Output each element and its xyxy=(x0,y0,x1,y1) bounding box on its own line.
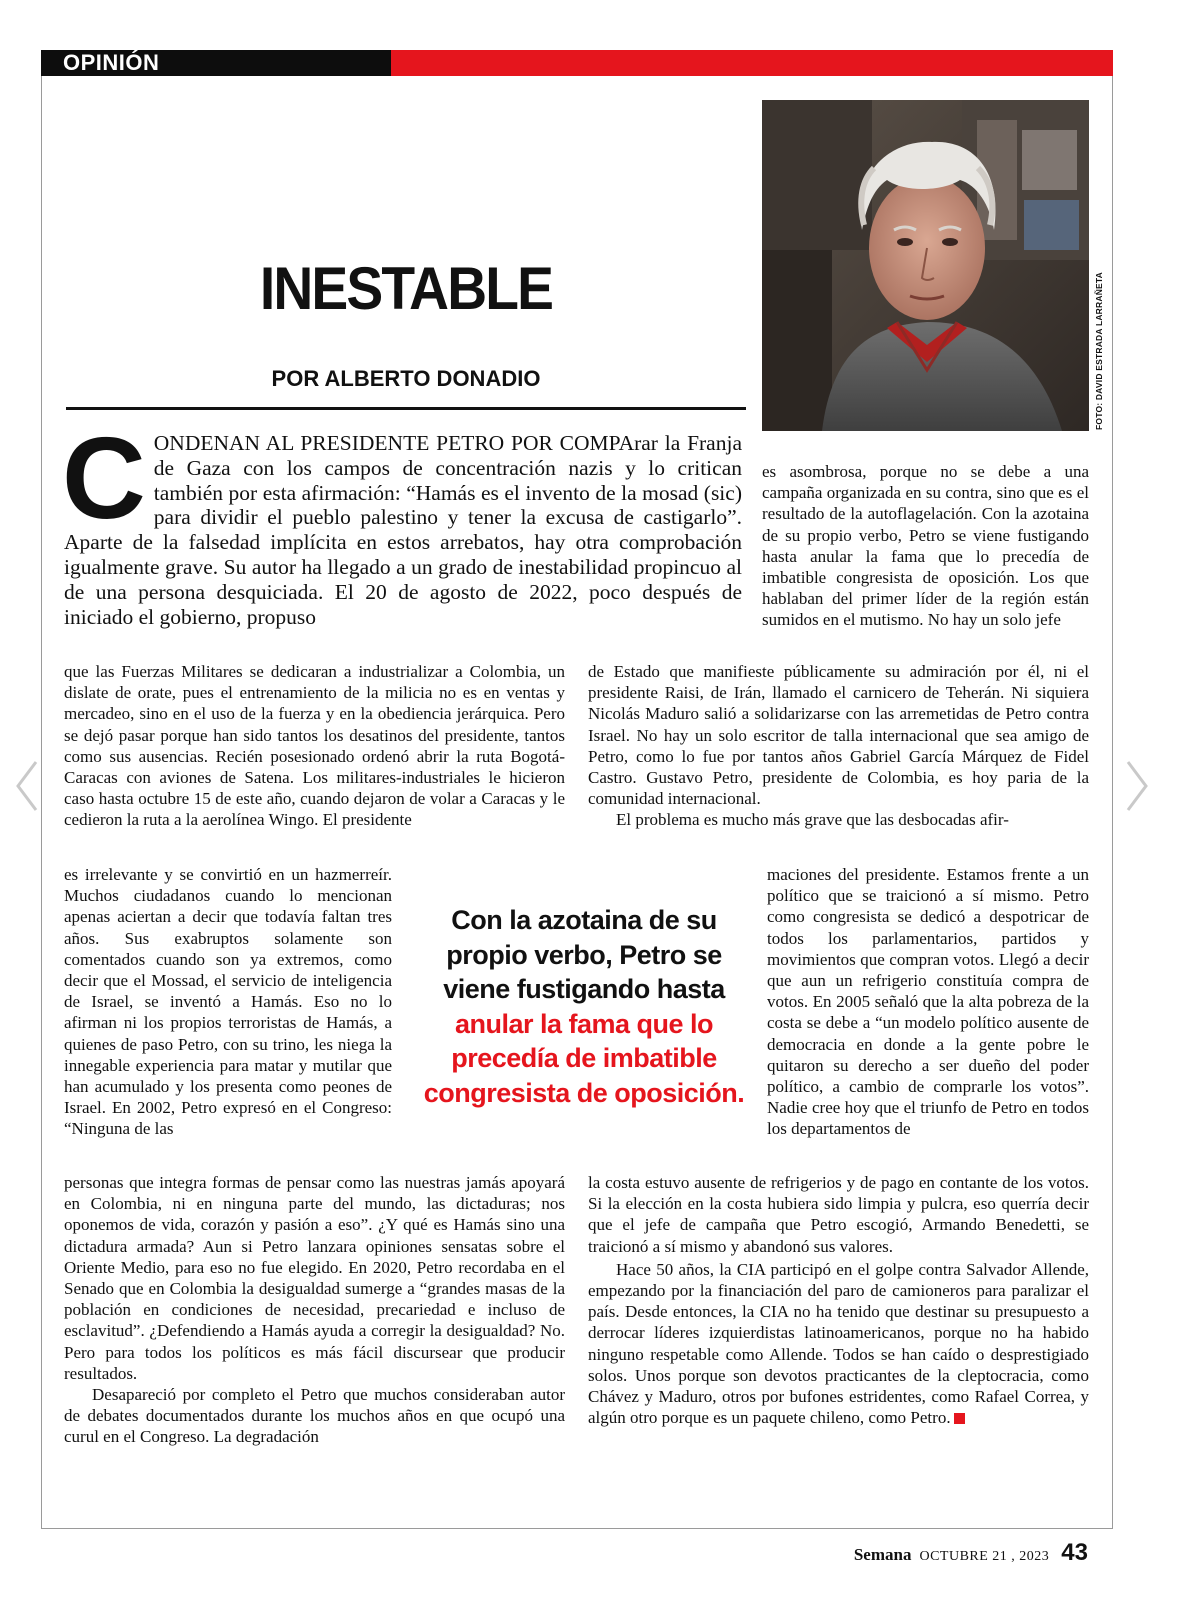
title-rule xyxy=(66,407,746,410)
end-mark-icon xyxy=(954,1413,965,1424)
column-2-mid xyxy=(588,661,1089,831)
paragraph: maciones del presidente. Estamos frente a un político que se traicionó a sí mismo. Petro como congresista se dedicó a despotricar de todos los parlamentarios, partidos y movimientos que compran votos. Llegó a decir que aun un refrigerio constituía compra de votos. En 2005 señaló que la alta pobreza de la costa se debe a “un modelo político ausente de democracia en donde a la gente pobre le quitaron su derecho a ser dueño del poder político, a cambio de comprarle los votos”. Nadie cree hoy que el triunfo de Petro en todos los departamentos de xyxy=(767,865,1089,1139)
paragraph: El problema es mucho más grave que las desbocadas afir- xyxy=(616,810,1009,830)
byline: POR ALBERTO DONADIO xyxy=(271,366,541,391)
page-number: 43 xyxy=(1061,1539,1088,1566)
column-2-narrow xyxy=(767,864,1089,1140)
paragraph: de Estado que manifieste públicamente su admiración por él, ni el presidente Raisi, de Irán, llamado el carnicero de Teherán. Ni siquiera Nicolás Maduro salió a solidarizarse con las arremetidas de Petro contra Israel. No hay un solo escritor de talla internacional que sea amigo de Petro, como lo fue por tantos años Gabriel García Márquez de Fidel Castro. Gustavo Petro, presidente de Colombia, es hoy paria de la comunidad internacional. xyxy=(588,662,1089,809)
column-1-bottom xyxy=(64,1172,565,1448)
pull-quote-red: anular la fama que lo precedía de imbatible congresista de oposición. xyxy=(423,1008,745,1108)
paragraph-text: Hace 50 años, la CIA participó en el golpe contra Salvador Allende, empezando por la financiación del paro de camioneros para paralizar el país. Desde entonces, la CIA no ha tenido que destinar su presupuesto a derrocar líderes izquierdistas latinoamericanos, porque no ha habido ninguno respetable como Allende. Todos se han caído o desprestigiado solos. Unos porque son devotos practicantes de la cleptocracia, como Chávez y Maduro, otros por bufones estridentes, como Rafael Correa, y algún otro porque es un paquete chileno, como Petro. xyxy=(588,1259,1089,1428)
column-1-narrow xyxy=(64,864,392,1140)
page-footer xyxy=(854,1539,1088,1567)
next-page-button[interactable] xyxy=(1124,760,1150,812)
paragraph xyxy=(588,1259,1089,1429)
prev-page-button[interactable] xyxy=(14,760,40,812)
chevron-right-icon xyxy=(1124,760,1150,812)
column-2-bottom xyxy=(588,1172,1089,1428)
paragraph: la costa estuvo ausente de refrigerios y de pago en contante de los votos. Si la elección en la costa hubiera sido limpia y pulcra, eso querría decir que el jefe de campaña que Petro escogió, Armando Benedetti, se traicionó a sí mismo y abandonó sus valores. xyxy=(588,1173,1089,1256)
pull-quote xyxy=(410,903,758,1110)
section-accent-bar xyxy=(391,50,1113,76)
dropcap: C xyxy=(62,413,146,543)
section-label: OPINIÓN xyxy=(41,50,391,76)
author-photo xyxy=(762,100,1089,431)
pull-quote-black: Con la azotaina de su propio verbo, Petro se viene fustigando hasta xyxy=(443,905,725,1004)
lead-text: ONDENAN AL PRESIDENTE PETRO POR COMPArar la Franja de Gaza con los campos de concentración nazis y lo critican también por esta afirmación: “Hamás es el invento de la mosad (sic) para dividir el pueblo palestino y tener la excusa de castigarlo”. Aparte de la falsedad implícita en estos arrebatos, hay otra comprobación igualmente grave. Su autor ha llegado a un grado de inestabilidad propincuo al de una persona desquiciada. El 20 de agosto de 2022, poco después de iniciado el gobierno, propuso xyxy=(64,431,742,629)
article-title: INESTABLE xyxy=(259,255,553,322)
column-1-top xyxy=(64,661,565,831)
photo-credit: FOTO: DAVID ESTRADA LARRAÑETA xyxy=(1094,271,1104,430)
paragraph: es irrelevante y se convirtió en un hazmerreír. Muchos ciudadanos cuando lo mencionan apenas aciertan a decir que todavía faltan tres años. Sus exabruptos solamente son comentados cuando son ya extremos, como decir que el Mossad, el servicio de inteligencia de Israel, se inventó a Hamás. Eso no lo afirman ni los propios terroristas de Hamás, a quienes de paso Petro, con su trino, les niega la innegable experiencia para matar y mutilar que han acumulado y los presenta como peones de Israel. En 2002, Petro expresó en el Congreso: “Ninguna de las xyxy=(64,865,392,1139)
paragraph: personas que integra formas de pensar como las nuestras jamás apoyará en Colombia, ni en ninguna parte del mundo, las dictaduras; nos oponemos de vida, corazón y pasión a eso”. ¿Y qué es Hamás sino una dictadura armada? Aun si Petro lanzara opiniones sensatas sobre el Oriente Medio, para eso no fue elegido. En 2020, Petro recordaba en el Senado que en Colombia la desigualdad sumerge a “grandes masas de la población en condiciones de necesidad, precariedad e incluso de esclavitud”. ¿Defendiendo a Hamás ayuda a corregir la desigualdad? No. Pero para todos los políticos es más fácil discursear que producir resultados. xyxy=(64,1173,565,1383)
magazine-name: Semana xyxy=(853,1545,912,1564)
paragraph: Desapareció por completo el Petro que muchos consideraban autor de debates documentados durante los muchos años en que ocupó una curul en el Congreso. La degradación xyxy=(64,1385,565,1447)
column-2-top xyxy=(762,461,1089,631)
chevron-left-icon xyxy=(14,760,40,812)
author-portrait-image xyxy=(762,100,1089,431)
issue-date: OCTUBRE 21 , 2023 xyxy=(919,1549,1050,1564)
section-header xyxy=(41,50,1113,76)
paragraph: es asombrosa, porque no se debe a una campaña organizada en su contra, sino que es el resultado de la autoflagelación. Con la azotaina de su propio verbo, Petro se viene fustigando hasta anular la fama que lo precedía de imbatible congresista de oposición. Los que hablaban del primer líder de la región están sumidos en el mutismo. No hay un solo jefe xyxy=(762,462,1089,630)
lead-paragraph xyxy=(62,413,742,629)
paragraph: que las Fuerzas Militares se dedicaran a industrializar a Colombia, un dislate de orate, pues el entrenamiento de la milicia no es en ventas y mercadeo, sino en el uso de la fuerza y en la obediencia jerárquica. Pero se dejó pasar porque han sido tantos los desatinos del presidente, tantos como sus ausencias. Recién posesionado ordenó abrir la ruta Bogotá-Caracas con aviones de Satena. Los militares-industriales le hicieron caso hasta octubre 15 de este año, cuando dejaron de volar a Caracas y le cedieron la ruta a la aerolínea Wingo. El presidente xyxy=(64,662,565,830)
